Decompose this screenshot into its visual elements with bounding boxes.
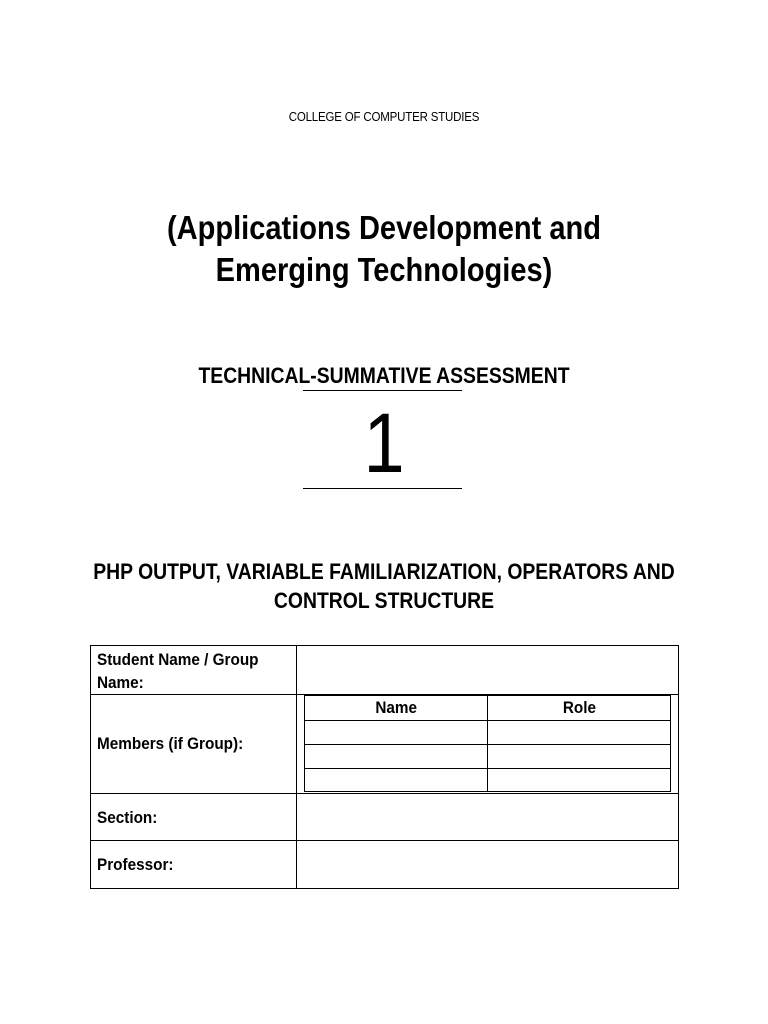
member-1-role-field[interactable] [488,720,671,744]
member-2-role-field[interactable] [488,744,671,768]
student-info-table [90,645,679,889]
members-label: Members (if Group): [91,695,297,793]
member-1-name-field[interactable] [305,720,488,744]
members-table [304,695,671,792]
members-row-3 [305,768,670,792]
professor-field[interactable] [297,841,678,888]
number-rule-bottom [303,488,462,489]
member-3-role-field[interactable] [488,768,671,792]
assessment-type: TECHNICAL-SUMMATIVE ASSESSMENT [198,363,570,388]
members-header-name: Name [305,696,488,720]
student-name-field[interactable] [297,646,678,694]
number-rule-top [303,390,462,391]
members-row-1 [305,720,670,744]
members-header-row [305,696,670,720]
members-cell [297,695,678,793]
members-row [91,695,678,794]
student-name-row [91,646,678,695]
student-name-label: Student Name / Group Name: [91,646,297,694]
assessment-number: 1 [363,396,405,490]
member-3-name-field[interactable] [305,768,488,792]
section-field[interactable] [297,794,678,840]
course-title: (Applications Development and Emerging Technologies) [166,209,602,288]
members-row-2 [305,744,670,768]
section-label: Section: [91,794,297,840]
professor-label: Professor: [91,841,297,888]
members-header-role: Role [488,696,671,720]
college-name: COLLEGE OF COMPUTER STUDIES [288,110,480,124]
assessment-topic: PHP OUTPUT, VARIABLE FAMILIARIZATION, OPERATORS AND CONTROL STRUCTURE [93,559,675,613]
section-row [91,794,678,841]
member-2-name-field[interactable] [305,744,488,768]
professor-row [91,841,678,888]
